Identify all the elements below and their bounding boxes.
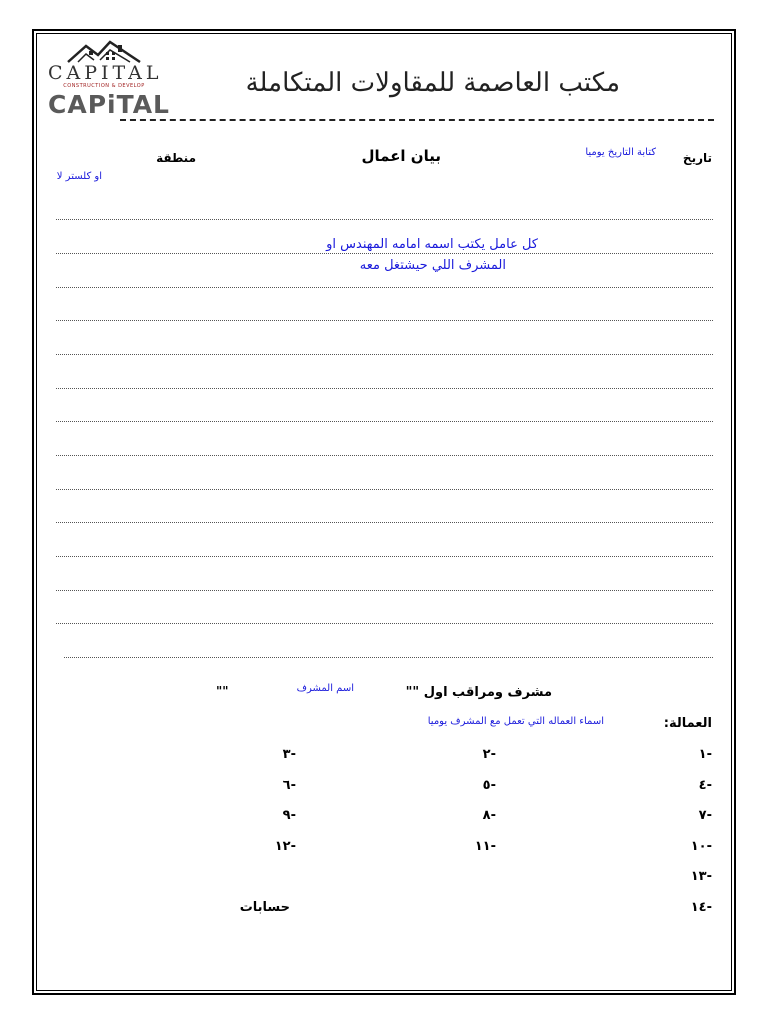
entry-line <box>56 388 713 389</box>
labor-item-13: -١٣ <box>690 869 712 884</box>
labor-item-5: -٥ <box>482 778 496 793</box>
entry-line <box>56 623 713 624</box>
document-title: بيان اعمال <box>361 147 441 165</box>
entry-line <box>56 455 713 456</box>
logo-text-top: CAPITAL <box>48 62 163 84</box>
entry-line <box>56 556 713 557</box>
labor-item-10: -١٠ <box>690 839 712 854</box>
date-note: كتابة التاريخ يوميا <box>585 147 656 158</box>
region-label: منطقة <box>156 151 196 165</box>
region-note: او كلستر لا <box>56 171 102 182</box>
worker-note-line2: المشرف اللي حيشتغل معه <box>359 258 506 273</box>
date-label: تاريخ <box>682 151 712 165</box>
entry-line <box>64 657 713 658</box>
labor-item-8: -٨ <box>482 808 496 823</box>
supervisor-name-note: اسم المشرف <box>296 683 354 694</box>
labor-item-1: -١ <box>698 747 712 762</box>
labor-item-3: -٣ <box>282 747 296 762</box>
worker-note-line1: كل عامل يكتب اسمه امامه المهندس او <box>326 237 538 252</box>
entry-line <box>56 354 713 355</box>
entry-line <box>56 320 713 321</box>
entry-line <box>56 421 713 422</box>
labor-item-9: -٩ <box>282 808 296 823</box>
labor-item-11: -١١ <box>474 839 496 854</box>
accounts-label: حسابات <box>239 900 290 915</box>
entry-line <box>56 590 713 591</box>
labor-item-6: -٦ <box>282 778 296 793</box>
entry-line <box>56 219 713 220</box>
supervisor-quote: "" <box>216 684 229 698</box>
house-roof-icon <box>48 40 160 64</box>
header-divider <box>120 119 714 121</box>
company-name: مكتب العاصمة للمقاولات المتكاملة <box>245 68 620 98</box>
entry-line <box>56 253 713 254</box>
labor-item-2: -٢ <box>482 747 496 762</box>
supervisor-label: مشرف ومراقب اول "" <box>405 685 552 700</box>
entry-line <box>56 522 713 523</box>
entry-line <box>56 287 713 288</box>
labor-label: العمالة: <box>663 716 712 731</box>
company-logo <box>48 40 170 122</box>
labor-item-7: -٧ <box>698 808 712 823</box>
labor-item-14: -١٤ <box>690 900 712 915</box>
logo-text-big: CAPiTAL <box>48 90 170 119</box>
page-frame-inner <box>36 33 732 991</box>
labor-item-12: -١٢ <box>274 839 296 854</box>
labor-item-4: -٤ <box>698 778 712 793</box>
entry-line <box>56 489 713 490</box>
labor-note: اسماء العماله التي تعمل مع المشرف يوميا <box>427 716 604 727</box>
logo-text-sub: CONSTRUCTION & DEVELOP <box>63 83 145 89</box>
